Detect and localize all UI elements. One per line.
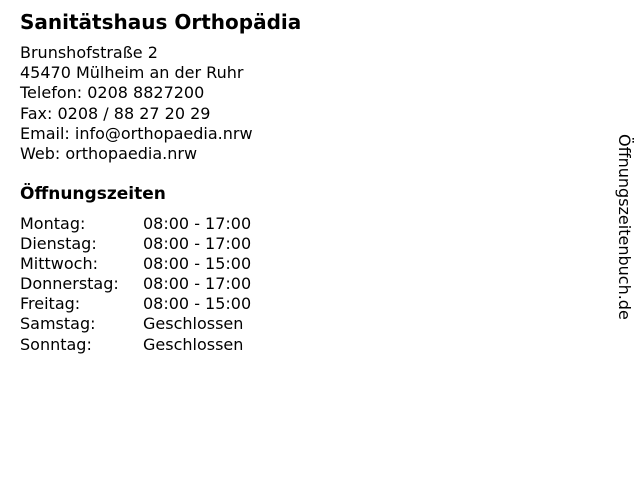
day-hours: Geschlossen (143, 334, 244, 354)
fax-number: Fax: 0208 / 88 27 20 29 (20, 103, 211, 123)
day-label: Montag: (20, 214, 86, 233)
address-street: Brunshofstraße 2 (20, 43, 158, 62)
day-hours: Geschlossen (143, 314, 244, 334)
email-address: Email: info@orthopaedia.nrw (20, 123, 253, 143)
hours-row-tuesday (20, 234, 251, 254)
hours-row-wednesday (20, 254, 251, 274)
contact-block (20, 43, 253, 164)
day-label: Sonntag: (20, 334, 92, 354)
day-hours: 08:00 - 17:00 (143, 234, 252, 254)
opening-hours-heading: Öffnungszeiten (20, 184, 166, 204)
website: Web: orthopaedia.nrw (20, 143, 198, 163)
opening-hours-table (20, 214, 251, 355)
hours-row-friday (20, 294, 251, 314)
hours-row-sunday (20, 335, 251, 355)
business-name: Sanitätshaus Orthopädia (20, 10, 302, 34)
day-label: Samstag: (20, 314, 96, 334)
phone-number: Telefon: 0208 8827200 (20, 83, 205, 103)
day-label: Dienstag: (20, 234, 97, 254)
site-brand-label: Öffnungszeitenbuch.de (615, 134, 634, 320)
day-hours: 08:00 - 15:00 (143, 294, 252, 314)
day-hours: 08:00 - 17:00 (143, 274, 252, 294)
day-label: Donnerstag: (20, 274, 119, 294)
day-hours: 08:00 - 17:00 (143, 214, 252, 233)
hours-row-monday (20, 214, 251, 234)
hours-row-saturday (20, 314, 251, 334)
hours-row-thursday (20, 274, 251, 294)
day-hours: 08:00 - 15:00 (143, 254, 252, 274)
day-label: Mittwoch: (20, 254, 98, 274)
day-label: Freitag: (20, 294, 81, 314)
address-city: 45470 Mülheim an der Ruhr (20, 63, 244, 83)
